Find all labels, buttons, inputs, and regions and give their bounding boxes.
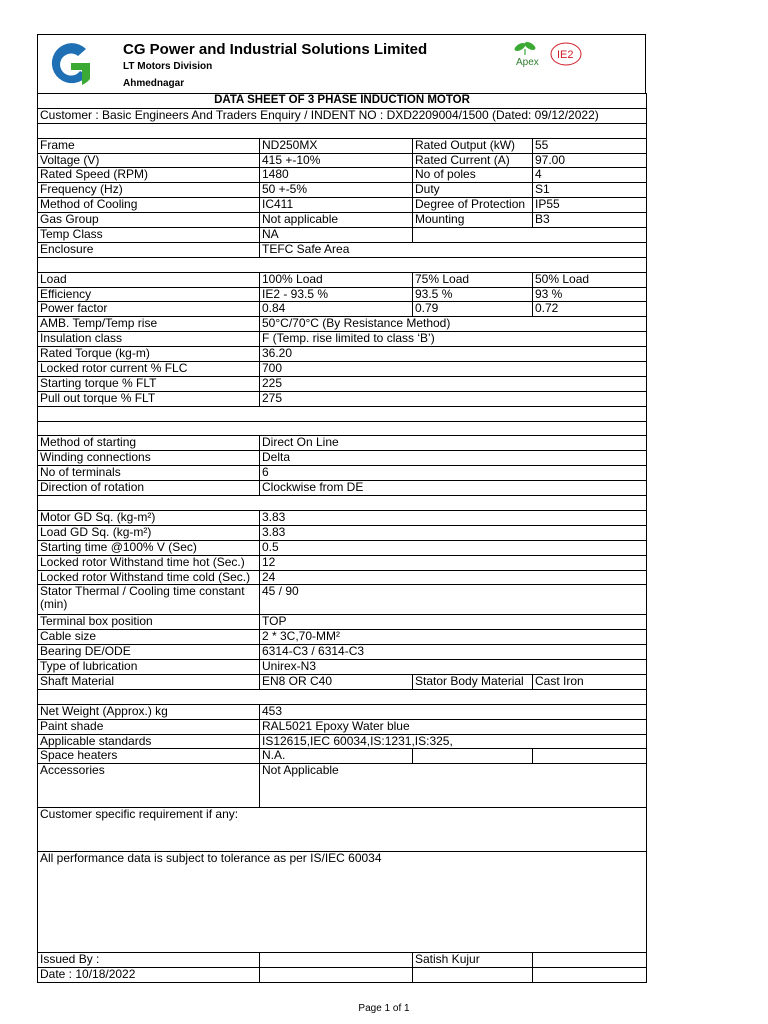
table-row xyxy=(38,198,647,213)
table-cell: Direct On Line xyxy=(260,436,647,451)
table-cell: Pull out torque % FLT xyxy=(38,391,260,406)
table-row xyxy=(38,660,647,675)
table-cell: Starting torque % FLT xyxy=(38,376,260,391)
spacer-row xyxy=(38,689,647,704)
issuer-name: Satish Kujur xyxy=(413,953,533,968)
title-row xyxy=(38,94,647,109)
table-cell: 6314-C3 / 6314-C3 xyxy=(260,645,647,660)
empty-cell xyxy=(413,228,647,243)
empty-cell xyxy=(38,496,647,511)
table-cell: 453 xyxy=(260,704,647,719)
spacer-row xyxy=(38,421,647,436)
table-cell: Enclosure xyxy=(38,242,260,257)
table-cell: 0.72 xyxy=(533,302,647,317)
table-row xyxy=(38,525,647,540)
table-row xyxy=(38,183,647,198)
issued-row xyxy=(38,953,647,968)
table-cell: Starting time @100% V (Sec) xyxy=(38,540,260,555)
table-cell: 24 xyxy=(260,570,647,585)
table-cell: Power factor xyxy=(38,302,260,317)
table-cell: 0.5 xyxy=(260,540,647,555)
spacer-row xyxy=(38,257,647,272)
table-cell: 3.83 xyxy=(260,525,647,540)
table-cell: Not Applicable xyxy=(260,764,647,808)
table-row xyxy=(38,734,647,749)
table-row xyxy=(38,168,647,183)
table-cell: Bearing DE/ODE xyxy=(38,645,260,660)
table-cell: Gas Group xyxy=(38,213,260,228)
table-cell: 415 +-10% xyxy=(260,153,413,168)
apex-ie2-badge xyxy=(506,37,586,71)
table-cell: Issued By : xyxy=(38,953,260,968)
page-number: Page 1 of 1 xyxy=(358,1003,410,1014)
table-cell: 75% Load xyxy=(413,272,533,287)
table-row xyxy=(38,808,647,852)
table-cell: 700 xyxy=(260,362,647,377)
table-row xyxy=(38,630,647,645)
empty-cell xyxy=(38,257,647,272)
table-row xyxy=(38,436,647,451)
company-name: CG Power and Industrial Solutions Limited xyxy=(123,41,428,58)
table-cell: 36.20 xyxy=(260,347,647,362)
table-cell: Cable size xyxy=(38,630,260,645)
table-cell: No of terminals xyxy=(38,466,260,481)
empty-cell xyxy=(38,406,647,421)
apex-label: Apex xyxy=(516,57,539,68)
table-cell: Delta xyxy=(260,451,647,466)
table-row xyxy=(38,570,647,585)
table-cell: Locked rotor current % FLC xyxy=(38,362,260,377)
table-cell: TOP xyxy=(260,615,647,630)
table-row xyxy=(38,645,647,660)
table-cell: EN8 OR C40 xyxy=(260,674,413,689)
table-row xyxy=(38,615,647,630)
table-cell: 50% Load xyxy=(533,272,647,287)
table-row xyxy=(38,555,647,570)
table-cell: Temp Class xyxy=(38,228,260,243)
table-cell: Space heaters xyxy=(38,749,260,764)
table-cell: Applicable standards xyxy=(38,734,260,749)
table-row xyxy=(38,213,647,228)
spec-table xyxy=(37,93,647,983)
division-name: LT Motors Division xyxy=(123,61,213,72)
empty-cell xyxy=(533,968,647,983)
table-row xyxy=(38,317,647,332)
table-cell: TEFC Safe Area xyxy=(260,242,647,257)
table-row xyxy=(38,510,647,525)
table-row xyxy=(38,451,647,466)
table-cell: 275 xyxy=(260,391,647,406)
datasheet xyxy=(37,34,646,983)
table-row xyxy=(38,391,647,406)
customer-line: Customer : Basic Engineers And Traders Enquiry / INDENT NO : DXD2209004/1500 (Dated: 09/12/2022) xyxy=(38,108,647,123)
table-cell: No of poles xyxy=(413,168,533,183)
table-row xyxy=(38,719,647,734)
table-cell: Mounting xyxy=(413,213,533,228)
table-cell: Voltage (V) xyxy=(38,153,260,168)
empty-cell xyxy=(38,421,647,436)
spacer-row xyxy=(38,496,647,511)
empty-cell xyxy=(413,968,533,983)
table-row xyxy=(38,749,647,764)
table-row xyxy=(38,466,647,481)
table-row xyxy=(38,242,647,257)
table-cell: 1480 xyxy=(260,168,413,183)
table-cell: 12 xyxy=(260,555,647,570)
table-cell: 97.00 xyxy=(533,153,647,168)
table-cell: IE2 - 93.5 % xyxy=(260,287,413,302)
table-row xyxy=(38,153,647,168)
table-cell: 225 xyxy=(260,376,647,391)
empty-cell xyxy=(533,749,647,764)
table-cell: RAL5021 Epoxy Water blue xyxy=(260,719,647,734)
table-cell: Clockwise from DE xyxy=(260,481,647,496)
letterhead xyxy=(37,34,646,93)
table-cell: 50 +-5% xyxy=(260,183,413,198)
table-cell: Frame xyxy=(38,138,260,153)
table-cell: Not applicable xyxy=(260,213,413,228)
sheet-title: DATA SHEET OF 3 PHASE INDUCTION MOTOR xyxy=(38,94,647,109)
table-cell: Insulation class xyxy=(38,332,260,347)
table-row xyxy=(38,540,647,555)
table-row xyxy=(38,287,647,302)
table-cell: 0.79 xyxy=(413,302,533,317)
table-cell: Stator Thermal / Cooling time constant (min) xyxy=(38,585,260,615)
table-cell: 2 * 3C,70-MM² xyxy=(260,630,647,645)
table-cell: F (Temp. rise limited to class ‘B’) xyxy=(260,332,647,347)
cg-logo-icon xyxy=(42,37,98,91)
table-row xyxy=(38,764,647,808)
table-row xyxy=(38,376,647,391)
table-cell: 0.84 xyxy=(260,302,413,317)
table-cell: 4 xyxy=(533,168,647,183)
table-row xyxy=(38,481,647,496)
table-cell: Date : 10/18/2022 xyxy=(38,968,260,983)
empty-cell xyxy=(533,953,647,968)
empty-cell xyxy=(38,689,647,704)
ie2-label: IE2 xyxy=(557,49,574,61)
table-cell: ND250MX xyxy=(260,138,413,153)
spacer-row xyxy=(38,406,647,421)
table-cell: Paint shade xyxy=(38,719,260,734)
empty-cell xyxy=(38,123,647,138)
table-cell: Stator Body Material xyxy=(413,674,533,689)
table-cell: Degree of Protection xyxy=(413,198,533,213)
tolerance-note: All performance data is subject to tolerance as per IS/IEC 60034 xyxy=(38,852,647,953)
city-name: Ahmednagar xyxy=(123,78,185,89)
empty-cell xyxy=(413,749,533,764)
empty-cell xyxy=(260,968,413,983)
table-cell: IS12615,IEC 60034,IS:1231,IS:325, xyxy=(260,734,647,749)
empty-cell xyxy=(260,953,413,968)
table-cell: Rated Output (kW) xyxy=(413,138,533,153)
customer-row xyxy=(38,108,647,123)
table-cell: Motor GD Sq. (kg-m²) xyxy=(38,510,260,525)
table-cell: 100% Load xyxy=(260,272,413,287)
load-header-row xyxy=(38,272,647,287)
table-cell: Winding connections xyxy=(38,451,260,466)
customer-requirement: Customer specific requirement if any: xyxy=(38,808,647,852)
table-cell: 93 % xyxy=(533,287,647,302)
table-cell: Direction of rotation xyxy=(38,481,260,496)
date-row xyxy=(38,968,647,983)
table-row xyxy=(38,704,647,719)
table-cell: AMB. Temp/Temp rise xyxy=(38,317,260,332)
table-row xyxy=(38,674,647,689)
table-row xyxy=(38,302,647,317)
table-cell: Duty xyxy=(413,183,533,198)
table-row xyxy=(38,228,647,243)
table-cell: 3.83 xyxy=(260,510,647,525)
table-row xyxy=(38,332,647,347)
table-cell: Locked rotor Withstand time hot (Sec.) xyxy=(38,555,260,570)
table-cell: B3 xyxy=(533,213,647,228)
table-row xyxy=(38,347,647,362)
table-row xyxy=(38,852,647,953)
table-cell: Locked rotor Withstand time cold (Sec.) xyxy=(38,570,260,585)
table-cell: Load GD Sq. (kg-m²) xyxy=(38,525,260,540)
table-cell: N.A. xyxy=(260,749,413,764)
table-cell: Method of Cooling xyxy=(38,198,260,213)
table-row xyxy=(38,585,647,615)
table-cell: 50°C/70°C (By Resistance Method) xyxy=(260,317,647,332)
table-cell: Rated Speed (RPM) xyxy=(38,168,260,183)
table-cell: Terminal box position xyxy=(38,615,260,630)
table-cell: Frequency (Hz) xyxy=(38,183,260,198)
table-row xyxy=(38,362,647,377)
table-cell: Shaft Material xyxy=(38,674,260,689)
table-cell: Rated Torque (kg-m) xyxy=(38,347,260,362)
table-cell: Cast Iron xyxy=(533,674,647,689)
table-cell: IC411 xyxy=(260,198,413,213)
table-cell: Rated Current (A) xyxy=(413,153,533,168)
table-cell: 45 / 90 xyxy=(260,585,647,615)
table-cell: Efficiency xyxy=(38,287,260,302)
spacer-row xyxy=(38,123,647,138)
table-cell: Load xyxy=(38,272,260,287)
table-cell: 93.5 % xyxy=(413,287,533,302)
table-cell: Unirex-N3 xyxy=(260,660,647,675)
table-cell: 6 xyxy=(260,466,647,481)
table-row xyxy=(38,138,647,153)
table-cell: S1 xyxy=(533,183,647,198)
table-cell: Type of lubrication xyxy=(38,660,260,675)
table-cell: NA xyxy=(260,228,413,243)
leaf-icon xyxy=(513,40,536,55)
table-cell: 55 xyxy=(533,138,647,153)
table-cell: Accessories xyxy=(38,764,260,808)
table-cell: IP55 xyxy=(533,198,647,213)
table-cell: Net Weight (Approx.) kg xyxy=(38,704,260,719)
table-cell: Method of starting xyxy=(38,436,260,451)
